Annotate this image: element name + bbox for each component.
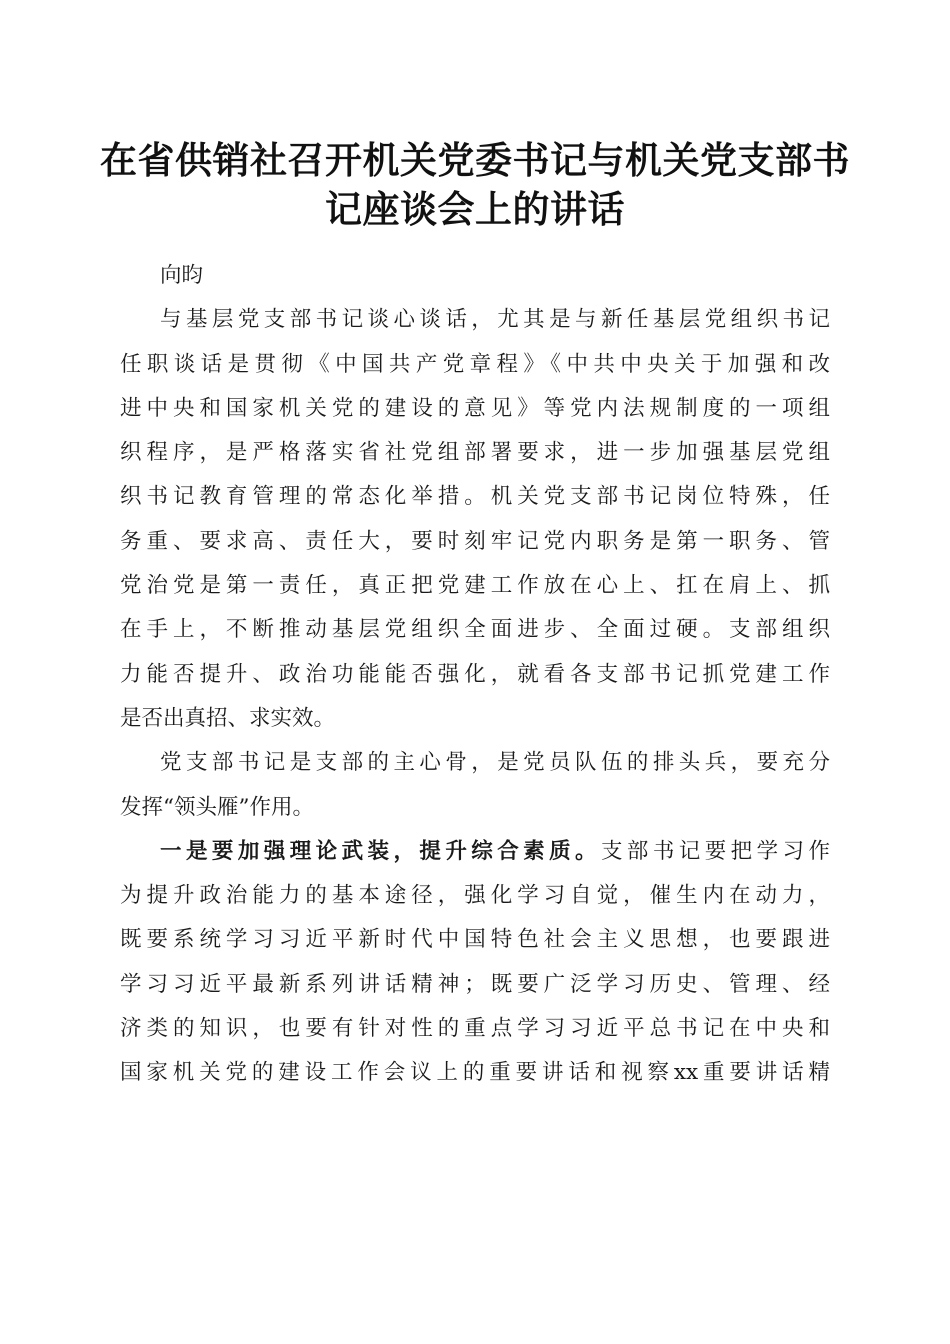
text-line bbox=[120, 830, 830, 874]
text-line: 为提升政治能力的基本途径，强化学习自觉，催生内在动力， bbox=[120, 883, 830, 909]
text-line: 既要系统学习习近平新时代中国特色社会主义思想，也要跟进 bbox=[120, 927, 830, 953]
text-line: 国家机关党的建设工作会议上的重要讲话和视察xx重要讲话精 bbox=[120, 1060, 830, 1086]
text-line: 发挥“领头雁”作用。 bbox=[120, 794, 314, 820]
text-line: 学习习近平最新系列讲话精神；既要广泛学习历史、管理、经 bbox=[120, 971, 830, 997]
text-line: 党支部书记是支部的主心骨，是党员队伍的排头兵，要充分 bbox=[160, 750, 830, 776]
text-line: 织程序，是严格落实省社党组部署要求，进一步加强基层党组 bbox=[120, 440, 830, 466]
title-line: 记座谈会上的讲话 bbox=[325, 187, 625, 231]
paragraph-1 bbox=[120, 298, 830, 741]
text-line: 进中央和国家机关党的建设的意见》等党内法规制度的一项组 bbox=[120, 395, 830, 421]
text-run: 支部书记要把学习作 bbox=[600, 838, 830, 864]
author-line bbox=[120, 254, 830, 298]
text-line: 是否出真招、求实效。 bbox=[120, 705, 336, 731]
paragraph-3 bbox=[120, 830, 830, 1096]
title-line: 在省供销社召开机关党委书记与机关党支部书 bbox=[100, 138, 850, 182]
text-line: 在手上，不断推动基层党组织全面进步、全面过硬。支部组织 bbox=[120, 617, 830, 643]
document-title bbox=[100, 136, 850, 234]
bold-lead-text: 一是要加强理论武装，提升综合素质。 bbox=[160, 838, 601, 864]
text-line: 济类的知识，也要有针对性的重点学习习近平总书记在中央和 bbox=[120, 1016, 830, 1042]
document-body bbox=[120, 254, 830, 1096]
text-line: 与基层党支部书记谈心谈话，尤其是与新任基层党组织书记 bbox=[160, 307, 830, 333]
text-line: 任职谈话是贯彻《中国共产党章程》《中共中央关于加强和改 bbox=[120, 351, 830, 377]
text-line: 党治党是第一责任，真正把党建工作放在心上、扛在肩上、抓 bbox=[120, 573, 830, 599]
text-line: 织书记教育管理的常态化举措。机关党支部书记岗位特殊，任 bbox=[120, 484, 830, 510]
text-line: 力能否提升、政治功能能否强化，就看各支部书记抓党建工作 bbox=[120, 661, 830, 687]
paragraph-2 bbox=[120, 741, 830, 830]
author-name: 向昀 bbox=[160, 263, 204, 288]
text-line: 务重、要求高、责任大，要时刻牢记党内职务是第一职务、管 bbox=[120, 528, 830, 554]
